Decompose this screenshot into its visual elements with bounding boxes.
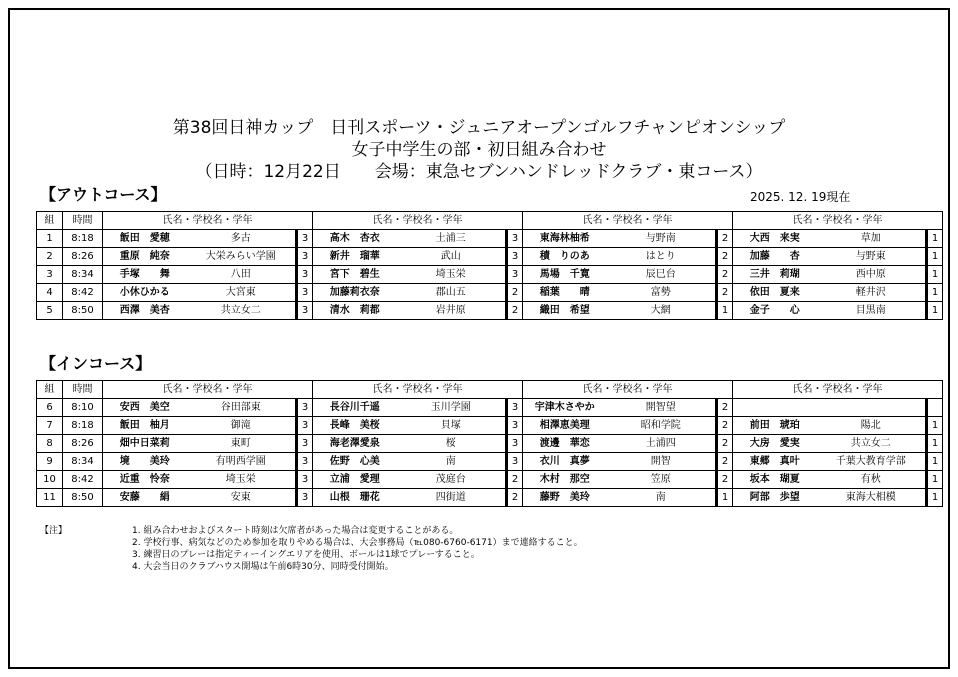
player-name: 境 美玲: [103, 453, 187, 471]
tee-time: 8:10: [63, 399, 103, 417]
group-number: 3: [37, 266, 63, 284]
table-row: [37, 302, 943, 320]
grade: 3: [507, 417, 523, 435]
school-name: 岩井原: [397, 302, 507, 320]
grade: 1: [927, 284, 943, 302]
school-name: 共立女二: [817, 435, 927, 453]
school-name: 西中原: [817, 266, 927, 284]
school-name: 東海大相模: [817, 489, 927, 507]
school-name: 大網: [607, 302, 717, 320]
player-name: 衣川 真夢: [523, 453, 607, 471]
player-name: 宮下 碧生: [313, 266, 397, 284]
grade: 2: [717, 417, 733, 435]
player-header: 氏名・学校名・学年: [523, 381, 733, 399]
player-name: 大房 愛実: [733, 435, 817, 453]
school-name: 開智望: [607, 399, 717, 417]
player-name: 西澤 美杏: [103, 302, 187, 320]
player-name: 近重 怜奈: [103, 471, 187, 489]
player-name: 畑中日菜莉: [103, 435, 187, 453]
grade: 1: [927, 453, 943, 471]
out-course-table: [36, 211, 943, 320]
player-name: 阿部 歩望: [733, 489, 817, 507]
grade: 2: [717, 284, 733, 302]
table-row: [37, 435, 943, 453]
out-course-body: [37, 230, 943, 320]
player-name: 高木 杏衣: [313, 230, 397, 248]
player-name: 前田 琥珀: [733, 417, 817, 435]
school-name: 貝塚: [397, 417, 507, 435]
tee-time: 8:42: [63, 471, 103, 489]
grade: 3: [297, 284, 313, 302]
player-name: 加藤莉衣奈: [313, 284, 397, 302]
grade: 3: [507, 266, 523, 284]
player-name: 東海林柚希: [523, 230, 607, 248]
player-name: 立浦 愛理: [313, 471, 397, 489]
table-row: [37, 248, 943, 266]
tee-time: 8:26: [63, 435, 103, 453]
player-name: 重原 純奈: [103, 248, 187, 266]
grade: 2: [717, 248, 733, 266]
group-number: 9: [37, 453, 63, 471]
school-name: 共立女二: [187, 302, 297, 320]
school-name: 安東: [187, 489, 297, 507]
school-name: [817, 399, 927, 417]
school-name: 南: [607, 489, 717, 507]
tee-time: 8:34: [63, 453, 103, 471]
player-name: 小休ひかる: [103, 284, 187, 302]
player-name: 木村 那空: [523, 471, 607, 489]
school-name: 土浦四: [607, 435, 717, 453]
grade: 3: [507, 230, 523, 248]
group-number: 2: [37, 248, 63, 266]
table-row: [37, 230, 943, 248]
player-name: 藤野 美玲: [523, 489, 607, 507]
tee-time: 8:18: [63, 417, 103, 435]
note-item: 2. 学校行事、病気などのため参加を取りやめる場合は、大会事務局（℡080-6760-6171）まで連絡すること。: [132, 538, 583, 548]
player-name: 織田 希望: [523, 302, 607, 320]
player-name: 相澤恵美理: [523, 417, 607, 435]
grade: 3: [297, 489, 313, 507]
in-course-table: [36, 380, 943, 507]
grade: 3: [297, 266, 313, 284]
grade: 1: [927, 248, 943, 266]
grade: 3: [297, 417, 313, 435]
school-name: 陽北: [817, 417, 927, 435]
grade: 1: [927, 302, 943, 320]
player-name: 大西 来実: [733, 230, 817, 248]
school-name: 大宮東: [187, 284, 297, 302]
player-name: 清水 莉都: [313, 302, 397, 320]
tee-time: 8:34: [63, 266, 103, 284]
player-name: 依田 夏来: [733, 284, 817, 302]
note-item: 3. 練習日のプレーは指定ティーイングエリアを使用、ボールは1球でプレーすること。: [132, 550, 480, 560]
player-name: 長峰 美桜: [313, 417, 397, 435]
school-name: 目黒南: [817, 302, 927, 320]
table-row: [37, 453, 943, 471]
school-name: 多古: [187, 230, 297, 248]
tee-time: 8:18: [63, 230, 103, 248]
school-name: 四街道: [397, 489, 507, 507]
school-name: 軽井沢: [817, 284, 927, 302]
school-name: 開智: [607, 453, 717, 471]
player-name: 手塚 舞: [103, 266, 187, 284]
school-name: 土浦三: [397, 230, 507, 248]
player-name: 飯田 柚月: [103, 417, 187, 435]
grade: 1: [717, 302, 733, 320]
table-row: [37, 489, 943, 507]
grade: 3: [297, 302, 313, 320]
player-header: 氏名・学校名・学年: [313, 381, 523, 399]
date-venue: （日時：12月22日 会場：東急セブンハンドレッドクラブ・東コース）: [195, 162, 763, 182]
school-name: 茂庭台: [397, 471, 507, 489]
grade: 2: [507, 489, 523, 507]
grade: 3: [507, 248, 523, 266]
grade: 1: [927, 435, 943, 453]
player-header: 氏名・学校名・学年: [103, 212, 313, 230]
player-header: 氏名・学校名・学年: [733, 381, 943, 399]
grade: 2: [717, 453, 733, 471]
school-name: 埼玉栄: [397, 266, 507, 284]
school-name: 谷田部東: [187, 399, 297, 417]
grade: 3: [297, 248, 313, 266]
player-name: 新井 瑠華: [313, 248, 397, 266]
group-number: 1: [37, 230, 63, 248]
school-name: 有秋: [817, 471, 927, 489]
note-item: 4. 大会当日のクラブハウス開場は午前6時30分、同時受付開始。: [132, 562, 394, 572]
notes-list: [132, 525, 832, 573]
school-name: 東町: [187, 435, 297, 453]
player-name: 三井 莉瑚: [733, 266, 817, 284]
table-row: [37, 471, 943, 489]
group-header: 組: [37, 212, 63, 230]
grade: 3: [297, 230, 313, 248]
grade: 2: [717, 230, 733, 248]
grade: 3: [507, 435, 523, 453]
grade: [927, 399, 943, 417]
group-number: 7: [37, 417, 63, 435]
grade: 1: [717, 489, 733, 507]
school-name: 笠原: [607, 471, 717, 489]
school-name: 千葉大教育学部: [817, 453, 927, 471]
group-header: 組: [37, 381, 63, 399]
tee-time: 8:50: [63, 489, 103, 507]
table-row: [37, 399, 943, 417]
school-name: 富勢: [607, 284, 717, 302]
note-item: 1. 組み合わせおよびスタート時刻は欠席者があった場合は変更することがある。: [132, 526, 459, 536]
player-name: 宇津木さやか: [523, 399, 607, 417]
division-title: 女子中学生の部・初日組み合わせ: [351, 140, 607, 160]
school-name: 辰巳台: [607, 266, 717, 284]
school-name: 御滝: [187, 417, 297, 435]
group-number: 6: [37, 399, 63, 417]
school-name: 与野東: [817, 248, 927, 266]
grade: 2: [717, 471, 733, 489]
time-header: 時間: [63, 212, 103, 230]
school-name: 与野南: [607, 230, 717, 248]
tee-time: 8:50: [63, 302, 103, 320]
player-name: 稲葉 晴: [523, 284, 607, 302]
player-header: 氏名・学校名・学年: [733, 212, 943, 230]
grade: 3: [507, 453, 523, 471]
player-name: 海老澤愛泉: [313, 435, 397, 453]
school-name: 八田: [187, 266, 297, 284]
as-of-date: 2025. 12. 19現在: [750, 190, 851, 204]
player-name: 金子 心: [733, 302, 817, 320]
tee-time: 8:26: [63, 248, 103, 266]
player-name: 東郷 真叶: [733, 453, 817, 471]
group-number: 8: [37, 435, 63, 453]
grade: 2: [507, 471, 523, 489]
school-name: 桜: [397, 435, 507, 453]
grade: 1: [927, 417, 943, 435]
player-header: 氏名・学校名・学年: [103, 381, 313, 399]
player-header: 氏名・学校名・学年: [313, 212, 523, 230]
player-name: 佐野 心美: [313, 453, 397, 471]
school-name: 有明西学園: [187, 453, 297, 471]
school-name: 大栄みらい学園: [187, 248, 297, 266]
player-name: 馬場 千寛: [523, 266, 607, 284]
group-number: 11: [37, 489, 63, 507]
grade: 2: [717, 435, 733, 453]
group-number: 10: [37, 471, 63, 489]
grade: 3: [297, 435, 313, 453]
time-header: 時間: [63, 381, 103, 399]
grade: 3: [297, 399, 313, 417]
player-name: 加藤 杏: [733, 248, 817, 266]
school-name: 草加: [817, 230, 927, 248]
tee-time: 8:42: [63, 284, 103, 302]
group-number: 5: [37, 302, 63, 320]
player-name: 積 りのあ: [523, 248, 607, 266]
school-name: 玉川学園: [397, 399, 507, 417]
school-name: 南: [397, 453, 507, 471]
grade: 2: [507, 302, 523, 320]
grade: 2: [717, 399, 733, 417]
in-course-body: [37, 399, 943, 507]
grade: 3: [297, 471, 313, 489]
table-header-row: [37, 381, 943, 399]
player-name: 渡邊 華恋: [523, 435, 607, 453]
player-name: 安西 美空: [103, 399, 187, 417]
player-name: 山根 珊花: [313, 489, 397, 507]
school-name: 郡山五: [397, 284, 507, 302]
in-course-label: 【インコース】: [40, 354, 152, 373]
grade: 2: [507, 284, 523, 302]
table-row: [37, 417, 943, 435]
player-header: 氏名・学校名・学年: [523, 212, 733, 230]
tournament-title: 第38回日神カップ 日刊スポーツ・ジュニアオープンゴルフチャンピオンシップ: [172, 118, 786, 138]
table-row: [37, 284, 943, 302]
player-name: 長谷川千遥: [313, 399, 397, 417]
table-header-row: [37, 212, 943, 230]
grade: 1: [927, 471, 943, 489]
grade: 3: [297, 453, 313, 471]
school-name: 埼玉栄: [187, 471, 297, 489]
player-name: [733, 399, 817, 417]
grade: 3: [507, 399, 523, 417]
grade: 1: [927, 489, 943, 507]
grade: 1: [927, 266, 943, 284]
player-name: 飯田 愛穂: [103, 230, 187, 248]
table-row: [37, 266, 943, 284]
group-number: 4: [37, 284, 63, 302]
school-name: 昭和学院: [607, 417, 717, 435]
out-course-label: 【アウトコース】: [40, 185, 167, 204]
document-page: [8, 8, 950, 669]
player-name: 安藤 絹: [103, 489, 187, 507]
grade: 1: [927, 230, 943, 248]
school-name: はとり: [607, 248, 717, 266]
player-name: 坂本 瑚夏: [733, 471, 817, 489]
grade: 2: [717, 266, 733, 284]
notes-label: 【注】: [40, 526, 68, 536]
school-name: 武山: [397, 248, 507, 266]
